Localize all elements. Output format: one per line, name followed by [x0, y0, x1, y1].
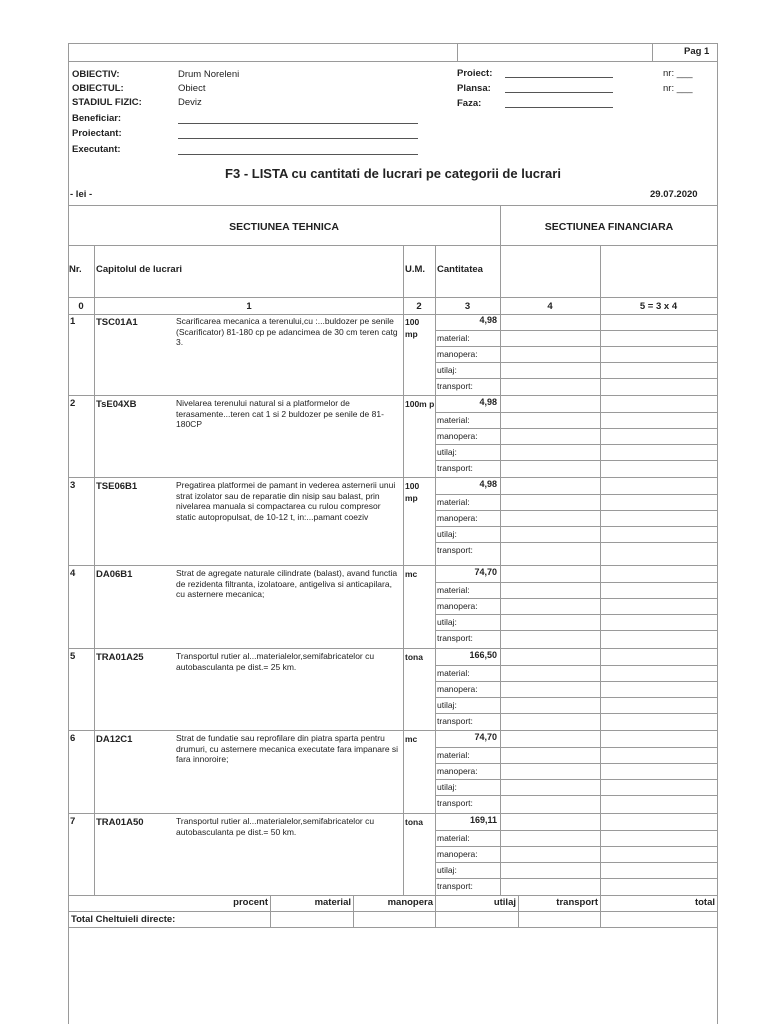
plansa-label: Plansa: — [457, 83, 491, 94]
section-financiara: SECTIUNEA FINANCIARA — [544, 221, 674, 233]
row-qty: 4,98 — [479, 397, 497, 407]
stadiul-value: Deviz — [178, 97, 202, 108]
nr2-label: nr: ___ — [663, 83, 693, 94]
row-description: Pregatirea platformei de pamant in vederea asternerii unui strat izolator sau de reparatie din nisip sau balast, prin nivelarea manuala si compactarea cu rulou compresor static autopropulsat, de 10-12 t, in:...pamant coeziv — [176, 480, 396, 522]
currency-label: - lei - — [70, 189, 93, 200]
proiect-label: Proiect: — [457, 68, 493, 79]
totals-procent: procent — [233, 897, 268, 908]
row-manopera-label: manopera: — [437, 349, 478, 359]
obiectiv-value: Drum Noreleni — [178, 69, 240, 80]
row-nr: 4 — [70, 568, 76, 579]
row-nr: 6 — [70, 733, 76, 744]
col-number-2: 2 — [416, 301, 422, 312]
row-qty: 169,11 — [469, 815, 497, 825]
row-manopera-label: manopera: — [437, 431, 478, 441]
section-tehnica: SECTIUNEA TEHNICA — [229, 221, 339, 233]
row-manopera-label: manopera: — [437, 601, 478, 611]
obiectul-label: OBIECTUL: — [72, 83, 124, 94]
col-header-cantitate: Cantitatea — [437, 264, 483, 275]
row-utilaj-label: utilaj: — [437, 865, 457, 875]
row-nr: 1 — [70, 316, 76, 327]
total-cheltuieli-label: Total Cheltuieli directe: — [71, 914, 176, 925]
row-transport-label: transport: — [437, 463, 473, 473]
proiectant-line — [178, 138, 418, 139]
frame-right — [717, 43, 718, 1024]
row-um: tona — [405, 817, 423, 827]
totals-material: material — [314, 897, 351, 908]
row-manopera-label: manopera: — [437, 513, 478, 523]
totals-utilaj: utilaj — [493, 897, 516, 908]
row-transport-label: transport: — [437, 881, 473, 891]
row-description: Transportul rutier al...materialelor,semifabricatelor cu autobasculanta pe dist.= 25 km. — [176, 651, 375, 672]
row-description: Scarificarea mecanica a terenului,cu :...buldozer pe senile (Scarificator) 81-180 cp pe adancimea de 30 cm teren catg 3. — [176, 316, 398, 347]
row-code: DA06B1 — [96, 569, 133, 580]
row-utilaj-label: utilaj: — [437, 700, 457, 710]
row-um: mc — [405, 734, 418, 744]
row-utilaj-label: utilaj: — [437, 447, 457, 457]
row-description: Strat de agregate naturale cilindrate (balast), avand functia de rezidenta filtranta, izolatoare, antigeliva si anticapilara, cu asternere mecanica; — [176, 568, 398, 599]
col-number-3: 3 — [464, 301, 471, 312]
row-description: Nivelarea terenului natural si a platformelor de terasamente...teren cat 1 si 2 buldozer pe senile de 81-180CP — [176, 398, 384, 429]
row-transport-label: transport: — [437, 716, 473, 726]
row-code: TRA01A25 — [96, 652, 144, 663]
row-code: TSE06B1 — [96, 481, 138, 492]
proiectant-label: Proiectant: — [72, 128, 122, 139]
row-material-label: material: — [437, 585, 470, 595]
row-utilaj-label: utilaj: — [437, 617, 457, 627]
row-qty: 166,50 — [469, 650, 497, 660]
col-header-capitol: Capitolul de lucrari — [96, 264, 183, 275]
row-material-label: material: — [437, 833, 470, 843]
faza-label: Faza: — [457, 98, 482, 109]
row-nr: 3 — [70, 480, 76, 491]
row-um: 100 mp — [405, 317, 420, 339]
row-description: Transportul rutier al...materialelor,semifabricatelor cu autobasculanta pe dist.= 50 km. — [176, 816, 375, 837]
row-nr: 2 — [70, 398, 76, 409]
row-material-label: material: — [437, 668, 470, 678]
row-transport-label: transport: — [437, 798, 473, 808]
row-manopera-label: manopera: — [437, 849, 478, 859]
totals-transport: transport — [556, 897, 598, 908]
col-number-1: 1 — [246, 301, 252, 312]
row-manopera-label: manopera: — [437, 766, 478, 776]
stadiul-label: STADIUL FIZIC: — [72, 97, 142, 108]
row-code: TsE04XB — [96, 399, 137, 410]
totals-manopera: manopera — [387, 897, 433, 908]
row-utilaj-label: utilaj: — [437, 782, 457, 792]
row-code: TSC01A1 — [96, 317, 138, 328]
document-title: F3 - LISTA cu cantitati de lucrari pe categorii de lucrari — [225, 166, 561, 181]
row-transport-label: transport: — [437, 633, 473, 643]
row-um: 100 mp — [405, 481, 420, 503]
row-um: mc — [405, 569, 418, 579]
totals-total: total — [694, 897, 715, 908]
row-nr: 7 — [70, 816, 76, 827]
row-utilaj-label: utilaj: — [437, 365, 457, 375]
row-transport-label: transport: — [437, 545, 473, 555]
row-transport-label: transport: — [437, 381, 473, 391]
row-qty: 74,70 — [474, 567, 497, 577]
row-um: tona — [405, 652, 423, 662]
row-material-label: material: — [437, 333, 470, 343]
nr1-label: nr: ___ — [663, 68, 693, 79]
col-number-4: 4 — [547, 301, 553, 312]
row-nr: 5 — [70, 651, 76, 662]
col-number-5: 5 = 3 x 4 — [639, 301, 678, 312]
row-code: DA12C1 — [96, 734, 133, 745]
row-manopera-label: manopera: — [437, 684, 478, 694]
beneficiar-line — [178, 123, 418, 124]
frame-top — [68, 43, 718, 44]
col-header-nr: Nr. — [69, 264, 82, 275]
row-qty: 4,98 — [479, 315, 497, 325]
row-qty: 74,70 — [474, 732, 497, 742]
row-qty: 4,98 — [479, 479, 497, 489]
row-material-label: material: — [437, 497, 470, 507]
obiectiv-label: OBIECTIV: — [72, 69, 120, 80]
obiectul-value: Obiect — [178, 83, 206, 94]
row-utilaj-label: utilaj: — [437, 529, 457, 539]
beneficiar-label: Beneficiar: — [72, 113, 122, 124]
frame-left — [68, 43, 69, 1024]
col-number-0: 0 — [78, 301, 84, 312]
executant-line — [178, 154, 418, 155]
document-date: 29.07.2020 — [650, 189, 698, 200]
row-um: 100m p — [405, 399, 435, 409]
page-label: Pag 1 — [684, 46, 710, 57]
col-header-um: U.M. — [405, 264, 426, 275]
executant-label: Executant: — [72, 144, 121, 155]
row-material-label: material: — [437, 415, 470, 425]
row-description: Strat de fundatie sau reprofilare din piatra sparta pentru drumuri, cu asternere mecanica executate fara impanare si fara innoroire; — [176, 733, 399, 764]
row-material-label: material: — [437, 750, 470, 760]
row-code: TRA01A50 — [96, 817, 144, 828]
